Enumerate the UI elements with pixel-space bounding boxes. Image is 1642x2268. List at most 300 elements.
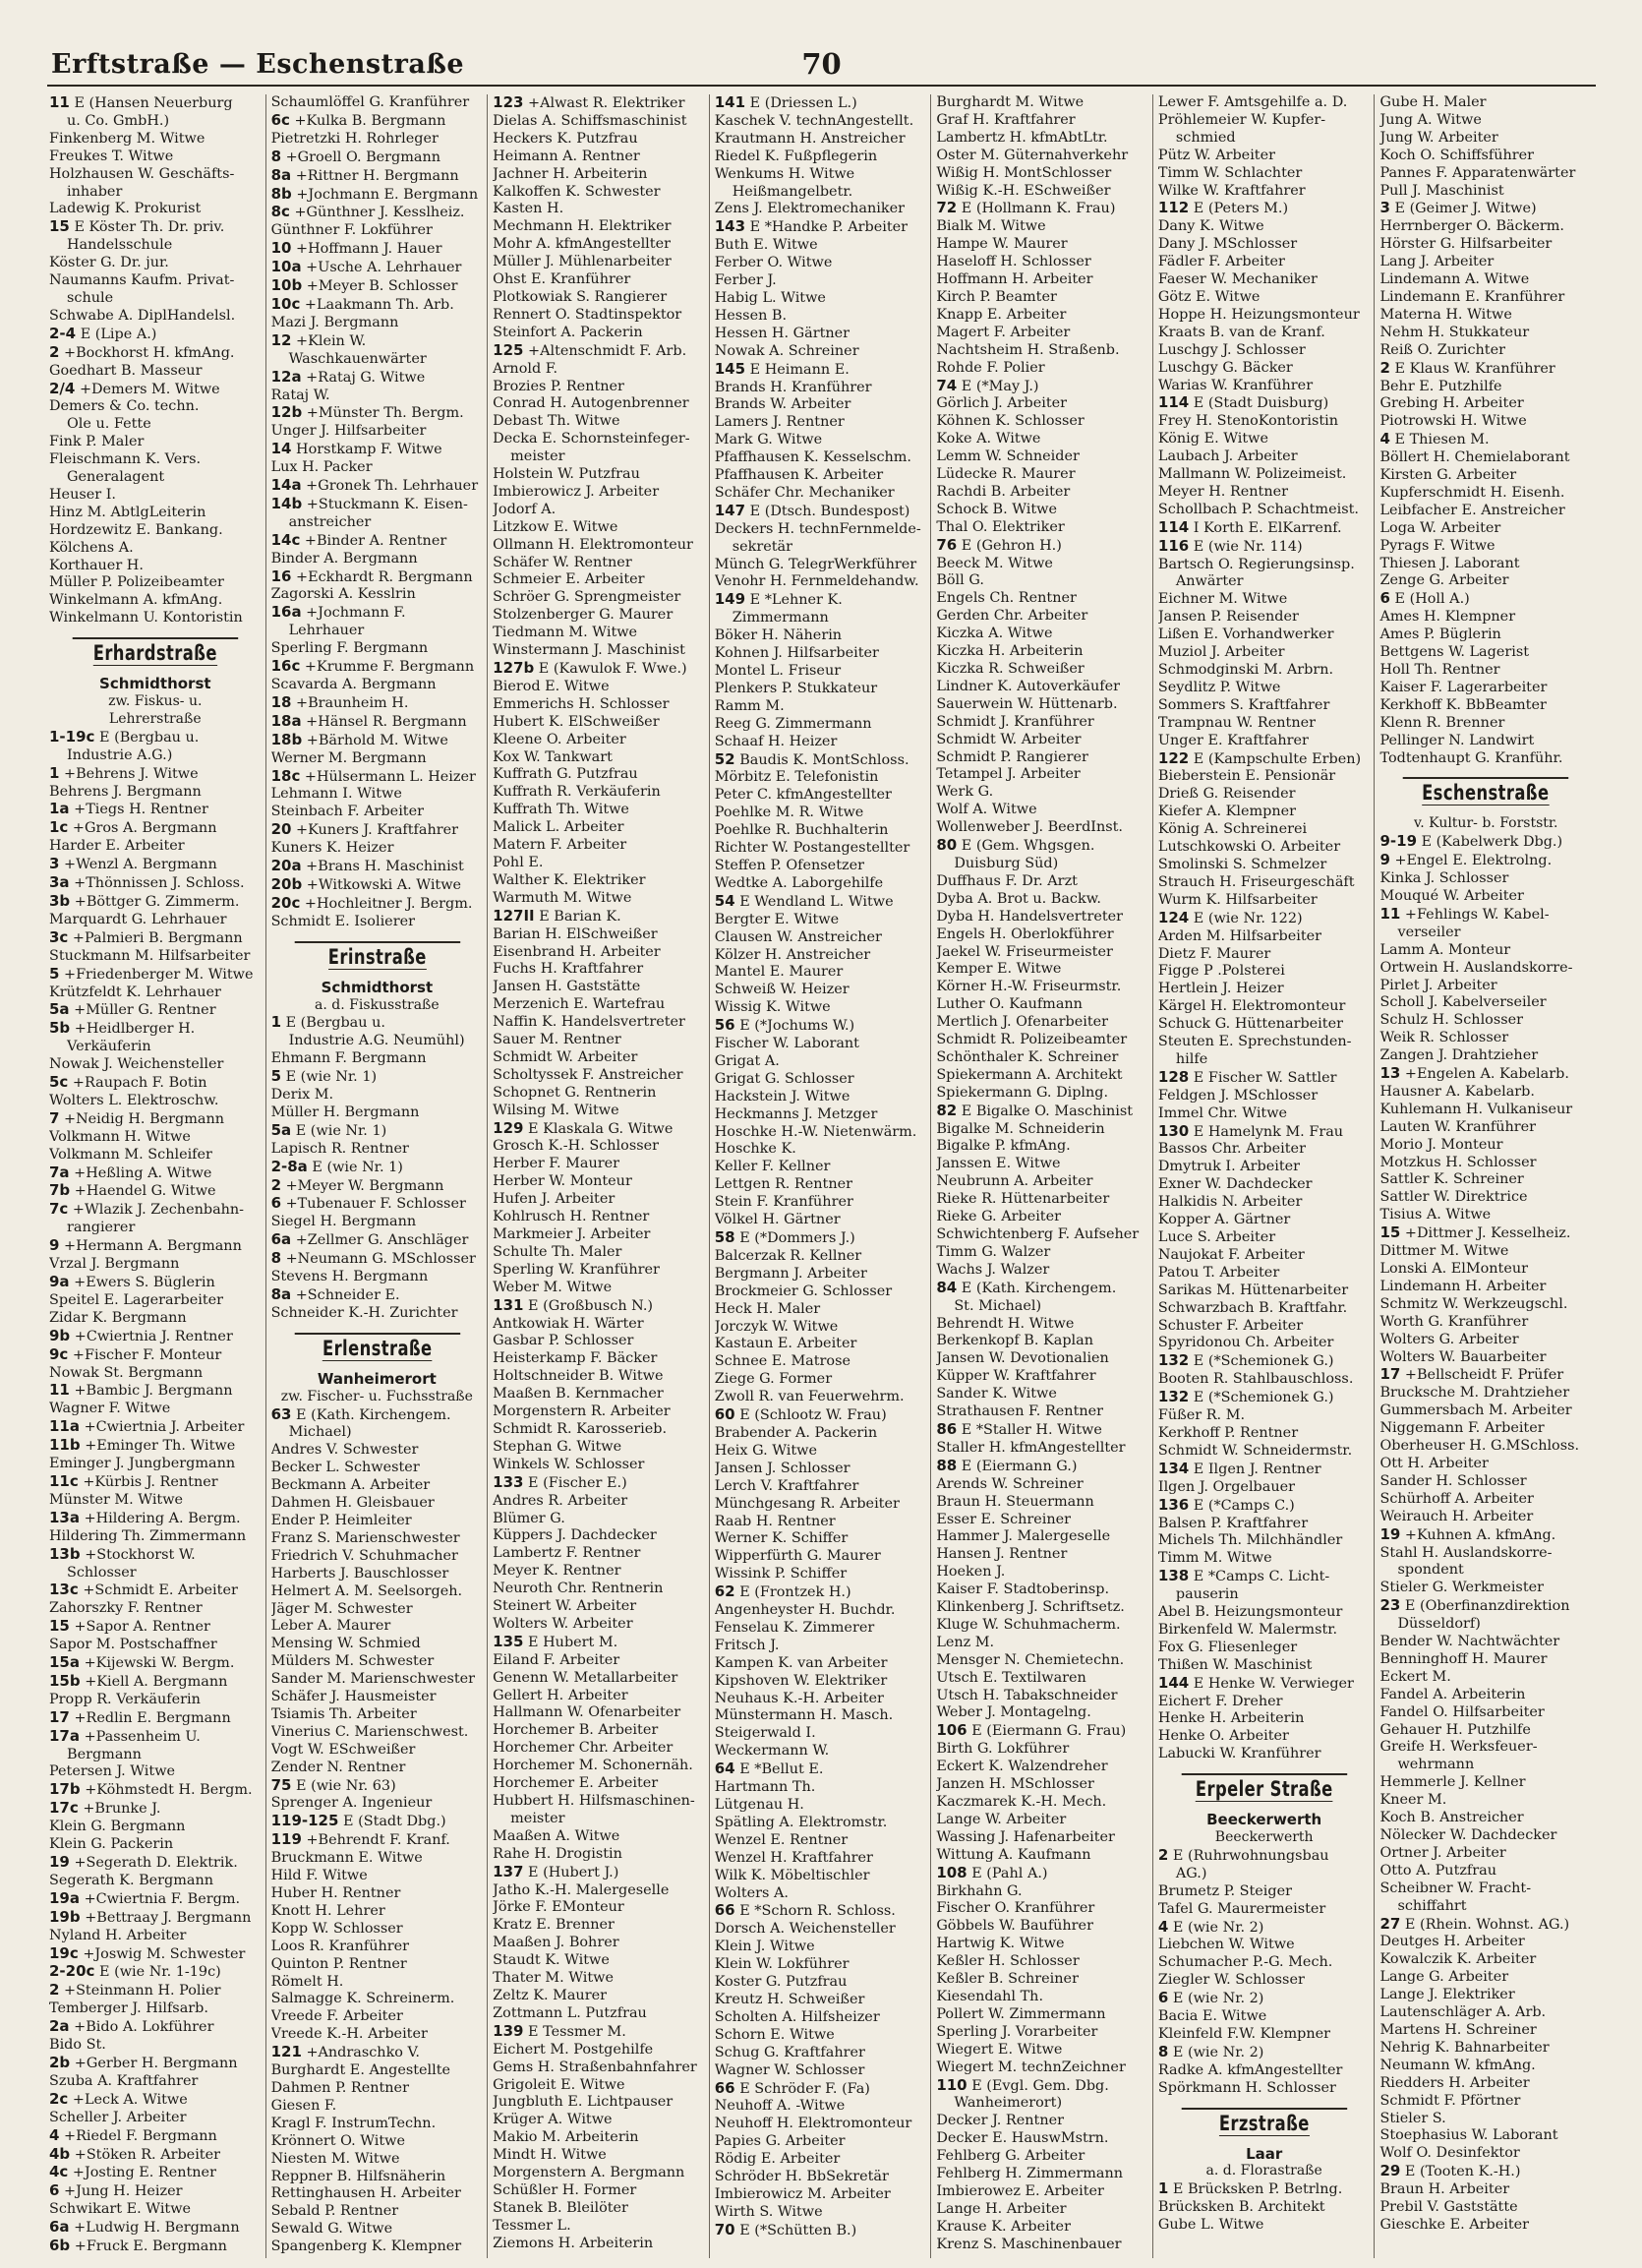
resident-text: Weber M. Witwe	[493, 1279, 613, 1295]
resident-text: Figge P .Polsterei	[1157, 963, 1285, 980]
resident-text: Sander H. Schlosser	[1379, 1472, 1527, 1489]
resident-text: Winkelmann U. Kontoristin	[49, 610, 243, 627]
house-number: 125	[493, 341, 524, 359]
house-number: 23	[1379, 1597, 1401, 1615]
resident-entry	[1379, 994, 1592, 1012]
resident-text: Eichner M. Witwe	[1157, 591, 1288, 608]
resident-text: Schaaf H. Heizer	[714, 733, 838, 749]
resident-entry	[49, 1654, 262, 1673]
entry-continuation: anstreicher	[288, 513, 372, 530]
resident-entry	[715, 1655, 927, 1673]
resident-entry	[1379, 94, 1592, 112]
resident-text: Volkmann M. Schleifer	[49, 1146, 212, 1163]
resident-text: Lindner K. Autoverkäufer	[936, 678, 1121, 694]
resident-text: Lüdecke R. Maurer	[936, 466, 1076, 483]
resident-entry	[1158, 874, 1371, 892]
resident-entry	[271, 388, 484, 405]
resident-text: +Fehlings W. Kabel-	[1404, 906, 1550, 923]
resident-entry	[936, 1440, 1148, 1458]
resident-text: Kohnen J. Hilfsarbeiter	[714, 645, 879, 662]
resident-entry	[271, 259, 484, 277]
street-heading	[294, 1333, 459, 1365]
resident-text: Schumacher P.-G. Mech.	[1157, 1954, 1333, 1971]
resident-entry	[271, 1177, 484, 1196]
resident-text: +Schneider E.	[295, 1287, 400, 1303]
resident-text: Schug G. Kraftfahrer	[714, 2044, 865, 2060]
street-name: Erlenstraße	[322, 1336, 433, 1360]
resident-text: Fandel A. Arbeiterin	[1379, 1686, 1526, 1702]
house-number: 9a	[49, 1274, 70, 1290]
resident-text: Holstein W. Putzfrau	[493, 466, 640, 483]
resident-entry	[936, 679, 1148, 696]
resident-entry	[715, 698, 927, 716]
resident-entry	[493, 1581, 705, 1598]
resident-entry	[49, 856, 262, 874]
resident-entry	[1158, 644, 1371, 662]
resident-text: Hausner A. Kabelarb.	[1379, 1083, 1535, 1100]
resident-entry	[936, 1280, 1148, 1298]
resident-text: +Kulka B. Bergmann	[294, 112, 446, 129]
resident-text: Naujokat F. Arbeiter	[1157, 1246, 1305, 1263]
resident-entry	[1379, 307, 1592, 325]
house-number: 114	[1157, 518, 1190, 536]
resident-entry	[936, 1458, 1148, 1476]
resident-text: Timm M. Witwe	[1157, 1550, 1272, 1567]
house-number: 6c	[270, 111, 290, 129]
resident-text: Sommers S. Kraftfahrer	[1157, 696, 1330, 713]
resident-text: E (Evgl. Gem. Dbg.	[971, 2077, 1109, 2094]
resident-text: Mertlich J. Ofenarbeiter	[936, 1014, 1109, 1031]
resident-entry	[715, 201, 927, 218]
resident-entry	[715, 1779, 927, 1797]
house-number: 2b	[49, 2054, 71, 2071]
resident-entry	[715, 1921, 927, 1939]
resident-text: Krützfeldt K. Lehrhauer	[49, 984, 221, 1000]
resident-entry	[1379, 1155, 1592, 1172]
resident-entry	[1158, 662, 1371, 680]
house-number: 124	[1157, 909, 1190, 926]
house-number: 15	[49, 1618, 70, 1636]
resident-entry	[493, 289, 705, 307]
resident-entry	[493, 1244, 705, 1262]
resident-entry	[715, 1956, 927, 1974]
resident-text: +Witkowski A. Witwe	[306, 876, 462, 893]
resident-entry	[271, 1956, 484, 1974]
resident-text: Pröhlemeier W. Kupfer-	[1157, 111, 1326, 128]
resident-entry	[936, 766, 1148, 784]
resident-entry	[49, 201, 262, 218]
resident-entry	[1158, 963, 1371, 981]
resident-text: Rieke G. Arbeiter	[936, 1209, 1061, 1225]
resident-text: Gieschke E. Arbeiter	[1379, 2216, 1530, 2233]
house-number: 132	[1157, 1352, 1190, 1370]
resident-text: Bassos Chr. Arbeiter	[1157, 1141, 1306, 1158]
resident-entry	[1158, 1568, 1371, 1586]
resident-text: +Jochmann F.	[306, 605, 406, 622]
resident-text: Frey H. StenoKontoristin	[1157, 413, 1339, 430]
resident-entry	[493, 2005, 705, 2023]
street-range: v. Kultur- b. Forststr.	[1414, 815, 1558, 832]
resident-entry	[715, 113, 927, 131]
resident-entry	[1379, 236, 1592, 254]
resident-entry	[493, 1085, 705, 1103]
resident-entry	[1158, 1335, 1371, 1352]
resident-entry	[49, 1129, 262, 1147]
resident-entry	[715, 1406, 927, 1425]
resident-text: I Korth E. ElKarrenf.	[1193, 519, 1342, 536]
house-number: 116	[1157, 537, 1190, 555]
resident-text: Pohl E.	[493, 854, 544, 870]
resident-text: +Josting E. Rentner	[72, 2165, 216, 2181]
house-number: 134	[1157, 1460, 1190, 1477]
resident-text: +Gerber H. Bergmann	[74, 2055, 238, 2071]
resident-text: Hansen J. Rentner	[936, 1546, 1068, 1563]
resident-text: Heuser I.	[49, 486, 116, 503]
entry-continuation: inhaber	[67, 183, 123, 200]
resident-entry	[715, 2080, 927, 2099]
resident-entry	[271, 1974, 484, 1992]
resident-text: Scheibner W. Fracht-	[1379, 1880, 1532, 1896]
resident-entry	[936, 2113, 1148, 2130]
resident-text: Deutges H. Arbeiter	[1379, 1934, 1525, 1950]
resident-text: Kalkoffen K. Schwester	[493, 183, 661, 200]
house-number: 86	[936, 1420, 958, 1438]
house-number: 8	[270, 1250, 282, 1268]
resident-entry	[715, 1319, 927, 1337]
resident-entry	[493, 218, 705, 236]
resident-text: Booten R. Stahlbauschloss.	[1157, 1371, 1354, 1388]
resident-entry	[493, 1616, 705, 1634]
resident-entry	[49, 1836, 262, 1854]
resident-entry	[49, 1781, 262, 1800]
resident-entry	[715, 751, 927, 770]
entry-continuation: meister	[510, 1810, 565, 1826]
resident-entry	[1158, 1990, 1371, 2008]
resident-entry	[1379, 218, 1592, 236]
resident-entry	[715, 573, 927, 591]
resident-entry	[271, 1269, 484, 1286]
resident-text: Schneider K.-H. Zurichter	[270, 1304, 458, 1321]
resident-text: Lehmann I. Witwe	[270, 786, 402, 803]
resident-text: Steigerwald I.	[714, 1725, 816, 1742]
resident-entry	[936, 909, 1148, 926]
resident-entry	[493, 1049, 705, 1067]
resident-text: Berkenkopf B. Kaplan	[936, 1333, 1094, 1349]
house-number: 7b	[49, 1182, 71, 1200]
resident-entry	[1379, 1987, 1592, 2004]
house-number: 4	[49, 2126, 60, 2144]
resident-entry	[1379, 1137, 1592, 1155]
resident-text: Stoephasius W. Laborant	[1379, 2127, 1558, 2144]
resident-text: Hoschke K.	[714, 1141, 796, 1158]
resident-entry	[936, 1156, 1148, 1173]
resident-text: Schwabe A. DiplHandelsl.	[49, 307, 236, 324]
resident-text: Klein J. Witwe	[714, 1939, 815, 1955]
resident-entry	[1158, 1176, 1371, 1194]
resident-text: Kerkhoff K. BbBeamter	[1379, 696, 1547, 713]
resident-text: Neumann W. kfmAng.	[1379, 2057, 1536, 2073]
resident-entry	[493, 2077, 705, 2095]
resident-text: Grosch K.-H. Schlosser	[493, 1138, 659, 1155]
resident-entry	[936, 714, 1148, 732]
resident-entry	[1379, 165, 1592, 183]
resident-text: Jatho K.-H. Malergeselle	[493, 1881, 670, 1898]
resident-text: +Cwiertnia J. Rentner	[74, 1328, 233, 1344]
resident-text: Mallmann W. Polizeimeist.	[1157, 466, 1347, 483]
resident-text: Janssen E. Witwe	[936, 1156, 1061, 1172]
resident-text: Finkenberg M. Witwe	[49, 130, 205, 147]
resident-entry	[493, 1846, 705, 1864]
resident-entry	[1379, 1597, 1592, 1616]
resident-entry	[1379, 833, 1592, 852]
resident-text: Winkels W. Schlosser	[493, 1456, 645, 1472]
resident-text: Graf H. Kraftfahrer	[936, 111, 1076, 128]
resident-text: Jachner H. Arbeiterin	[493, 165, 648, 182]
resident-entry	[1158, 307, 1371, 325]
resident-text: Köster G. Dr. jur.	[49, 255, 169, 271]
resident-text: Bender W. Nachtwächter	[1379, 1634, 1560, 1650]
resident-entry	[493, 1120, 705, 1139]
resident-text: Derix M.	[270, 1087, 334, 1104]
resident-text: Jansen P. Reisender	[1157, 609, 1299, 626]
resident-entry	[936, 1121, 1148, 1139]
resident-text: Matern F. Arbeiter	[493, 837, 627, 854]
resident-entry	[715, 1425, 927, 1443]
resident-text: Schwikart E. Witwe	[49, 2201, 192, 2218]
house-number: 149	[714, 591, 746, 609]
resident-text: Unger E. Kraftfahrer	[1157, 732, 1309, 748]
resident-text: Weckermann W.	[714, 1743, 830, 1760]
resident-text: Schwarzbach B. Kraftfahr.	[1157, 1299, 1348, 1316]
resident-text: Neubrunn A. Arbeiter	[936, 1173, 1093, 1190]
resident-entry	[1379, 1243, 1592, 1261]
entry-continuation: Duisburg Süd)	[954, 855, 1059, 871]
resident-entry	[1379, 888, 1592, 906]
resident-entry	[936, 307, 1148, 325]
resident-entry	[715, 166, 927, 184]
resident-text: Jansen W. Devotionalien	[936, 1350, 1109, 1367]
resident-entry	[936, 1776, 1148, 1794]
resident-entry	[493, 1899, 705, 1917]
resident-entry	[936, 1918, 1148, 1936]
resident-text: +Braunheim H.	[296, 694, 409, 711]
resident-text: Michels Th. Milchhändler	[1157, 1532, 1343, 1549]
resident-entry	[271, 840, 484, 858]
resident-entry	[1158, 1883, 1371, 1901]
resident-entry	[49, 1365, 262, 1383]
resident-text: +Binder A. Rentner	[304, 532, 447, 549]
resident-text: Mazi J. Bergmann	[270, 314, 399, 330]
resident-entry	[493, 979, 705, 996]
resident-entry	[715, 2098, 927, 2116]
resident-entry	[271, 2026, 484, 2044]
resident-entry	[493, 1474, 705, 1493]
resident-text: Franz S. Marienschwester	[270, 1529, 460, 1546]
resident-text: Klein G. Packerin	[49, 1836, 174, 1853]
resident-entry	[1379, 1438, 1592, 1456]
resident-text: Bigalke P. kfmAng.	[936, 1138, 1071, 1155]
resident-entry	[271, 2238, 484, 2256]
resident-entry	[715, 787, 927, 805]
resident-entry	[936, 1900, 1148, 1918]
resident-text: Martens H. Schreiner	[1379, 2021, 1537, 2038]
resident-text: +Zellmer G. Anschläger	[295, 1232, 469, 1249]
entry-continuation: Verkäuferin	[67, 1039, 151, 1055]
resident-text: Knott H. Lehrer	[270, 1902, 385, 1919]
resident-text: Zender N. Rentner	[270, 1759, 406, 1775]
resident-entry	[715, 1124, 927, 1142]
resident-text: Bettgens W. Lagerist	[1379, 644, 1530, 661]
resident-text: Sperling F. Bergmann	[270, 640, 429, 657]
house-number: 8b	[270, 185, 292, 203]
resident-text: +Bellscheidt F. Prüfer	[1404, 1367, 1564, 1384]
resident-entry	[936, 130, 1148, 148]
house-number: 58	[714, 1229, 735, 1246]
resident-entry	[1158, 557, 1371, 574]
resident-text: Magert F. Arbeiter	[936, 324, 1071, 340]
resident-text: Kiczka R. Schweißer	[936, 661, 1085, 677]
resident-entry	[1379, 1934, 1592, 1951]
resident-text: Mouqué W. Arbeiter	[1379, 887, 1524, 904]
resident-entry	[493, 2236, 705, 2253]
resident-text: Meyer H. Rentner	[1157, 483, 1289, 500]
resident-entry	[49, 363, 262, 381]
resident-entry	[936, 1049, 1148, 1067]
resident-entry	[715, 2027, 927, 2045]
resident-entry	[1158, 750, 1371, 769]
resident-text: Heisterkamp F. Bäcker	[493, 1350, 658, 1367]
resident-text: Pfaffhausen K. Kesselschm.	[714, 449, 912, 466]
resident-text: Hubert K. ElSchweißer	[493, 713, 660, 730]
resident-entry	[1379, 556, 1592, 573]
house-number: 11	[1379, 905, 1401, 923]
resident-text: Kleinfeld F.W. Klempner	[1157, 2025, 1330, 2042]
resident-text: Wedtke A. Laborgehilfe	[714, 874, 884, 891]
resident-text: Timm W. Schlachter	[1157, 164, 1303, 181]
resident-text: +Eminger Th. Witwe	[85, 1438, 236, 1455]
resident-entry	[715, 290, 927, 308]
resident-text: Exner W. Dachdecker	[1157, 1176, 1313, 1193]
resident-text: +Segerath D. Elektrik.	[74, 1855, 238, 1871]
house-number: 3	[1379, 200, 1390, 217]
house-number: 75	[270, 1776, 292, 1794]
resident-text: Leibfacher E. Anstreicher	[1379, 502, 1565, 518]
resident-entry	[49, 434, 262, 451]
house-number: 14	[270, 441, 292, 458]
house-number: 15	[1379, 1224, 1401, 1242]
resident-text: E (Lipe A.)	[80, 326, 157, 342]
resident-entry	[49, 2091, 262, 2110]
resident-entry	[715, 1583, 927, 1602]
resident-entry	[1379, 520, 1592, 538]
street-name: Erhardstraße	[92, 641, 217, 666]
resident-entry	[271, 1460, 484, 1477]
resident-text: Vinerius C. Marienschwest.	[270, 1723, 469, 1740]
resident-entry	[271, 332, 484, 351]
resident-text: Morgenstern A. Bergmann	[493, 2165, 685, 2181]
house-number: 2a	[49, 2018, 70, 2036]
resident-text: Maaßen J. Bohrer	[493, 1935, 619, 1951]
resident-text: E Hubert M.	[528, 1634, 618, 1650]
resident-text: Otto A. Putzfrau	[1379, 1862, 1496, 1879]
resident-text: Birth G. Lokführer	[936, 1741, 1070, 1758]
resident-text: Sander M. Marienschwester	[270, 1671, 476, 1688]
resident-entry	[49, 1020, 262, 1039]
resident-entry	[493, 131, 705, 149]
resident-entry	[715, 663, 927, 681]
resident-text: Wipperfürth G. Maurer	[714, 1548, 881, 1565]
resident-entry	[715, 1815, 927, 1832]
house-number: 143	[714, 218, 746, 236]
resident-entry	[1158, 627, 1371, 644]
resident-entry	[936, 1704, 1148, 1722]
resident-text: Schmidt F. Pförtner	[1379, 2092, 1521, 2109]
resident-text: Kiczka H. Arbeiterin	[936, 643, 1084, 660]
resident-text: Lux H. Packer	[270, 459, 373, 476]
resident-text: Klinkenberg J. Schriftsetz.	[936, 1599, 1125, 1616]
house-number: 1-19c	[49, 728, 95, 746]
resident-entry	[493, 732, 705, 749]
resident-text: Venohr H. Fernmeldehandw.	[714, 573, 919, 590]
resident-text: Naumanns Kaufm. Privat-	[49, 272, 235, 289]
resident-entry	[715, 2169, 927, 2186]
resident-entry	[271, 1050, 484, 1068]
resident-entry	[493, 325, 705, 342]
resident-text: Zagorski A. Kesslrin	[270, 586, 416, 603]
house-number: 9c	[49, 1345, 69, 1363]
resident-entry	[1158, 821, 1371, 839]
house-number: 14c	[270, 531, 301, 549]
resident-entry	[715, 308, 927, 326]
house-number: 1	[270, 1014, 282, 1032]
resident-entry	[715, 1530, 927, 1548]
resident-text: E *Camps C. Licht-	[1193, 1569, 1330, 1585]
house-number: 147	[714, 502, 746, 519]
resident-entry	[936, 519, 1148, 537]
house-number: 13a	[49, 1509, 80, 1526]
resident-text: Zenge G. Arbeiter	[1379, 572, 1509, 589]
resident-entry	[1379, 2181, 1592, 2199]
resident-text: Muziol J. Arbeiter	[1157, 644, 1285, 661]
resident-entry	[271, 551, 484, 568]
resident-entry	[1158, 1407, 1371, 1425]
house-number: 2	[1379, 359, 1390, 377]
resident-text: Koch B. Anstreicher	[1379, 1810, 1524, 1826]
resident-entry	[715, 840, 927, 858]
resident-entry	[49, 1001, 262, 1020]
resident-text: Schäfer W. Rentner	[493, 554, 632, 570]
resident-text: Szuba A. Kraftfahrer	[49, 2072, 199, 2089]
resident-entry	[936, 342, 1148, 360]
street-range: zw. Fiskus- u.	[108, 693, 203, 709]
house-number: 10b	[270, 277, 303, 295]
resident-entry	[1158, 1919, 1371, 1938]
entry-continuation: sekretär	[732, 538, 792, 555]
resident-entry	[271, 1742, 484, 1760]
resident-text: Sattler K. Schreiner	[1379, 1171, 1524, 1188]
house-number: 19	[49, 1854, 70, 1871]
resident-text: E (Kath. Kirchengem.	[296, 1406, 451, 1423]
resident-entry	[1158, 289, 1371, 307]
resident-entry	[936, 1617, 1148, 1635]
resident-entry	[493, 908, 705, 926]
resident-entry	[1158, 325, 1371, 342]
resident-text: Rödig E. Arbeiter	[714, 2151, 841, 2168]
resident-entry	[271, 1548, 484, 1566]
resident-entry	[936, 1350, 1148, 1368]
resident-entry	[49, 784, 262, 802]
resident-text: Brucksche M. Drahtzieher	[1379, 1385, 1570, 1402]
